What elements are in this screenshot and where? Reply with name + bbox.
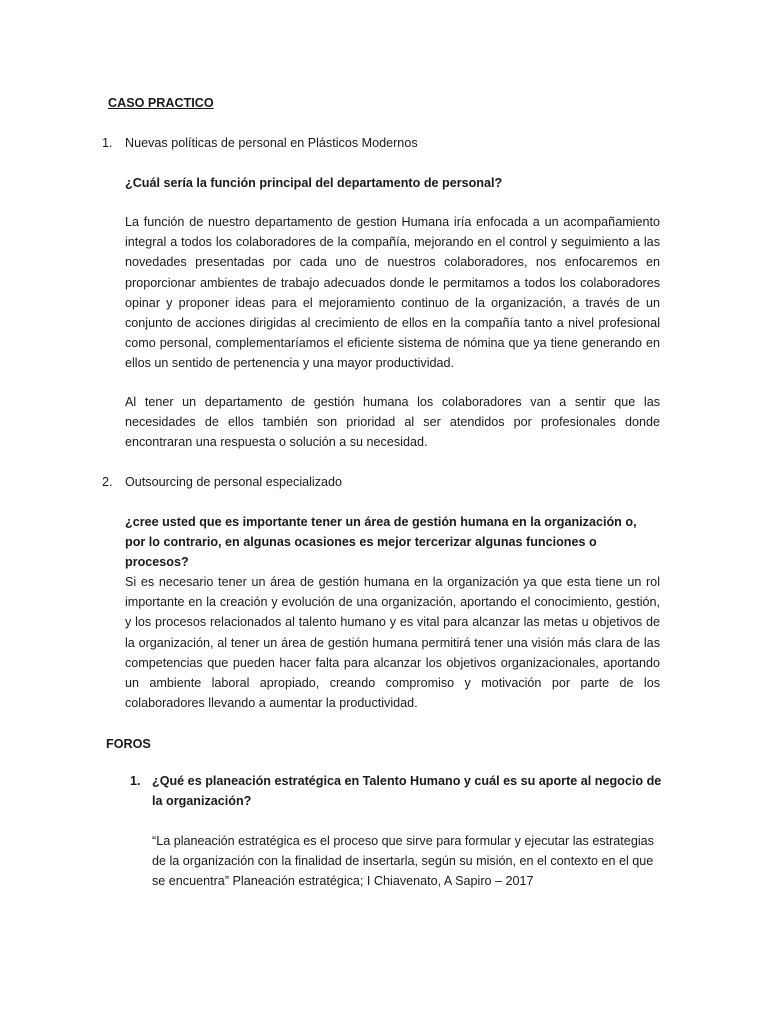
section-2-answer: Si es necesario tener un área de gestión humana en la organización ya que esta tiene un rol importante en la creación y evolución de una organización, aportando el conocimiento, gestión, y los procesos relacionados al talento humano y es vital para alcanzar las metas u objetivos de la organización, al tener un área de gestión humana permitirá tener una visión más clara de las competencias que pueden hacer falta para alcanzar los objetivos organizacionales, aportando un ambiente laboral apropiado, creando compromiso y motivación por parte de los colaboradores llevando a aumentar la productividad. <box>125 575 660 711</box>
section-1-title: Nuevas políticas de personal en Plásticos Modernos <box>125 136 418 150</box>
section-1-number: 1. <box>102 136 113 150</box>
section-2-title: Outsourcing de personal especializado <box>125 475 343 489</box>
section-2-question: ¿cree usted que es importante tener un área de gestión humana en la organización o, por lo contrario, en algunas ocasiones es mejor tercerizar algunas funciones o procesos? <box>125 515 637 570</box>
section-1-answer-paragraph-1: La función de nuestro departamento de gestion Humana iría enfocada a un acompañamiento integral a todos los colaboradores de la compañía, mejorando en el control y seguimiento a las novedades presentadas por cada uno de nuestros colaboradores, nos enfocaremos en proporcionar ambientes de trabajo adecuados donde le permitamos a todos los colaboradores opinar y proponer ideas para el mejoramiento continuo de la organización, a través de un conjunto de acciones dirigidas al crecimiento de ellos en la compañía tanto a nivel profesional como personal, complementaríamos el eficiente sistema de nómina que ya tiene generando en ellos un sentido de pertenencia y una mayor productividad. <box>125 215 660 371</box>
section-2-heading <box>0 472 768 492</box>
section-1-answer-paragraph-2: Al tener un departamento de gestión humana los colaboradores van a sentir que las necesidades de ellos también son prioridad al ser atendidos por profesionales donde encontraran una respuesta o solución a su necesidad. <box>125 395 660 450</box>
document-title: CASO PRACTICO <box>108 96 214 110</box>
foros-question-1-quote: “La planeación estratégica es el proceso que sirve para formular y ejecutar las estrategias de la organización con la finalidad de insertarla, según su misión, en el contexto en el que se encuentra” Planeación estratégica; I Chiavenato, A Sapiro – 2017 <box>152 834 654 889</box>
section-1-question: ¿Cuál sería la función principal del departamento de personal? <box>125 176 503 190</box>
foros-question-1: ¿Qué es planeación estratégica en Talento Humano y cuál es su aporte al negocio de la organización? <box>152 774 662 809</box>
section-2-number: 2. <box>102 475 113 489</box>
section-1-heading <box>0 133 768 153</box>
foros-question-1-number: 1. <box>130 774 141 788</box>
foros-title: FOROS <box>106 737 151 751</box>
